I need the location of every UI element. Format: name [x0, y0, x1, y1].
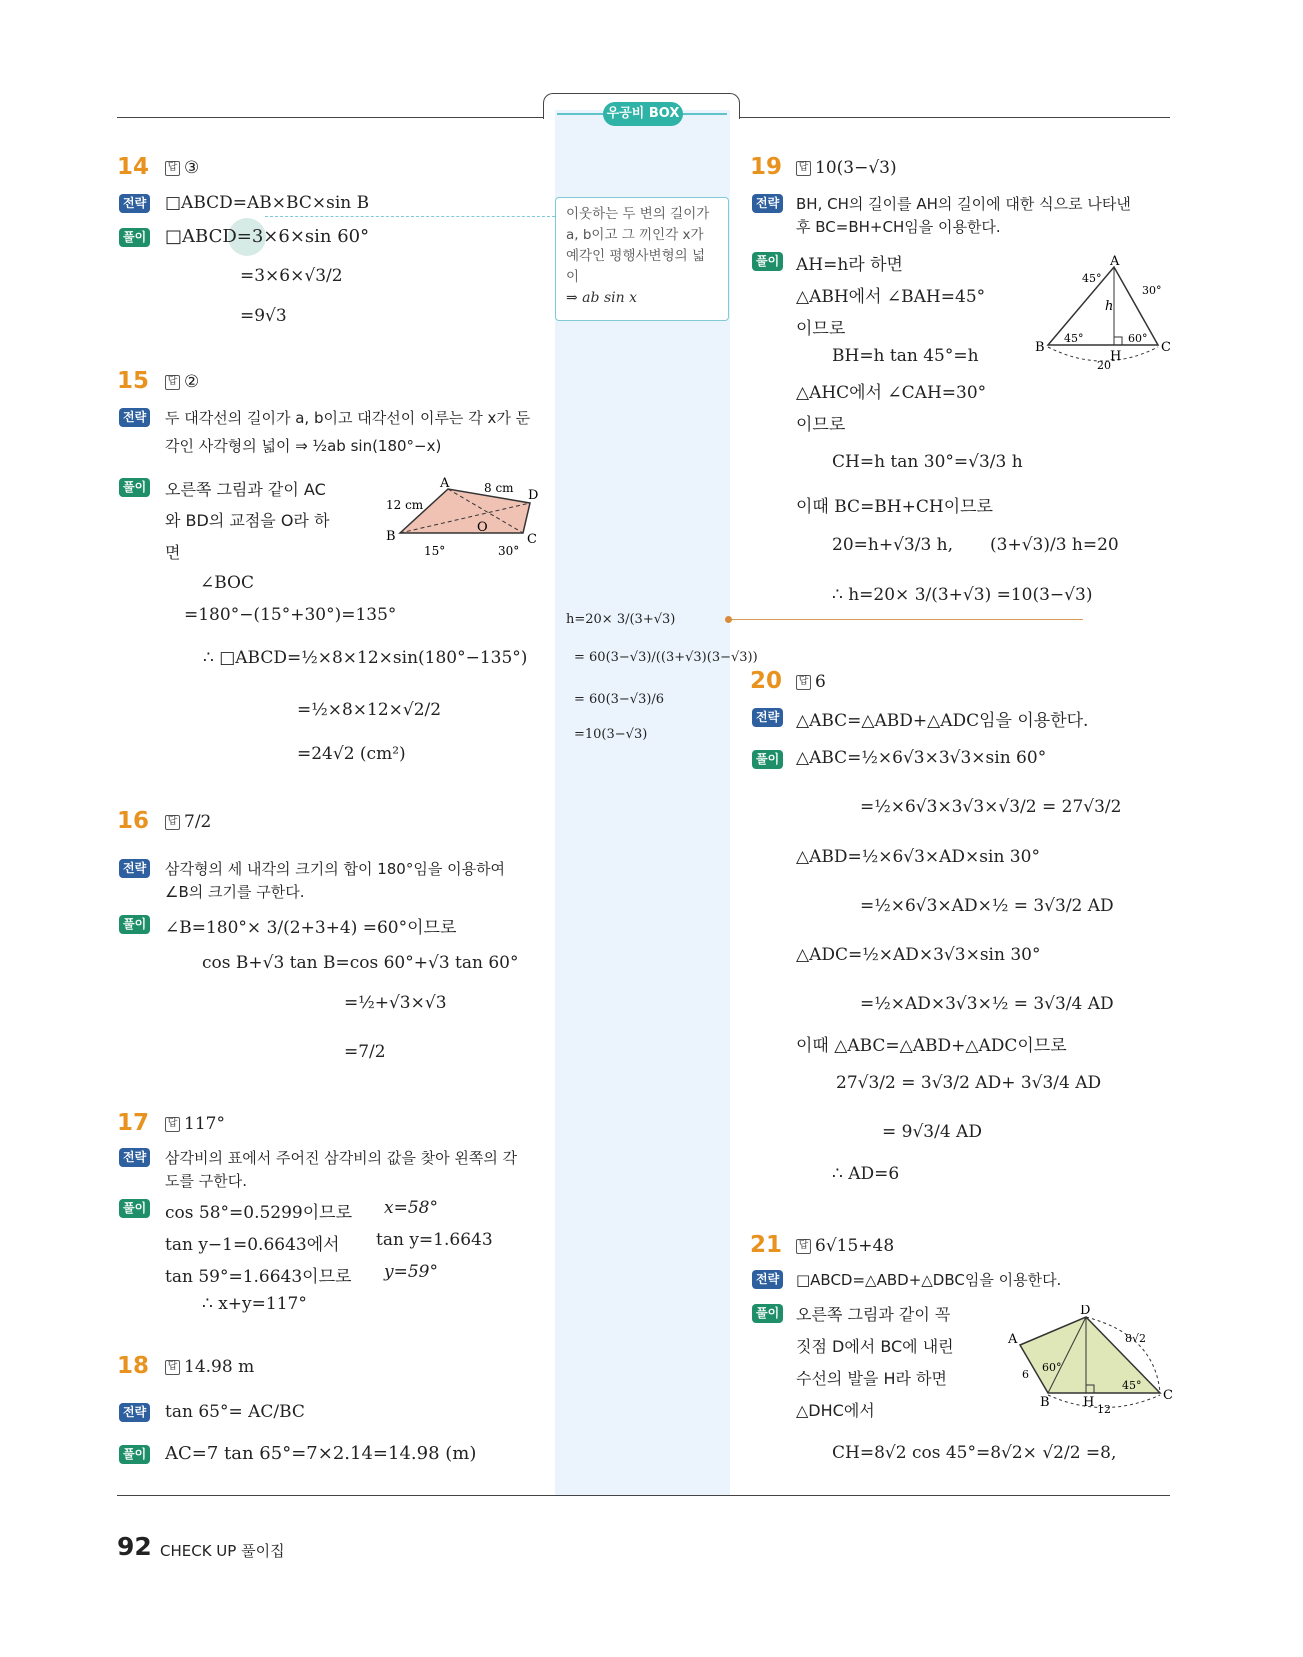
angle-45-b: 45° — [1064, 332, 1084, 345]
problem-17-row-1a: cos 58°=0.5299이므로 — [165, 1203, 353, 1223]
problem-15-step-5: =180°−(15°+30°)=135° — [184, 605, 397, 625]
answer-value: ③ — [184, 158, 200, 178]
footer-title: CHECK UP 풀이집 — [160, 1542, 285, 1560]
problem-19-step-5: △AHC에서 ∠CAH=30° — [796, 383, 987, 403]
label-15deg: 15° — [424, 544, 446, 558]
label-d: D — [1080, 1305, 1091, 1318]
problem-14-step-1: □ABCD=3×6×sin 60° — [165, 226, 370, 247]
problem-21-sol-3: 수선의 발을 H라 하면 — [796, 1369, 947, 1388]
problem-16-number: 16 — [117, 808, 150, 834]
answer-value: 117° — [184, 1114, 225, 1134]
problem-19-figure — [1030, 255, 1175, 370]
angle-45-top: 45° — [1082, 272, 1102, 285]
label-d: D — [528, 488, 539, 503]
strategy-tag: 전략 — [119, 194, 150, 213]
problem-16-answer — [165, 812, 211, 832]
solution-tag: 풀이 — [752, 252, 783, 271]
side-calc-3: = 60(3−√3)/6 — [574, 692, 665, 707]
strategy-tag: 전략 — [119, 859, 150, 878]
answer-icon: 답 — [165, 375, 180, 390]
connector-dash-14 — [265, 216, 555, 217]
solution-tag: 풀이 — [119, 915, 150, 934]
problem-15-step-6: ∴ □ABCD=½×8×12×sin(180°−135°) — [203, 648, 528, 668]
solution-tag: 풀이 — [119, 228, 150, 247]
box-title-badge: 우공비 BOX — [603, 102, 683, 126]
answer-icon: 답 — [796, 675, 811, 690]
answer-icon: 답 — [165, 1117, 180, 1132]
answer-value: 6√15+48 — [815, 1236, 895, 1256]
problem-21-sol-4: △DHC에서 — [796, 1401, 875, 1420]
top-rule-right — [740, 117, 1170, 118]
label-c: C — [1161, 340, 1171, 355]
problem-15-figure — [380, 475, 545, 560]
label-a: A — [1110, 255, 1120, 269]
problem-19-step-4: BH=h tan 45°=h — [832, 346, 979, 366]
problem-20-step-6: =½×AD×3√3×½ = 3√3/4 AD — [860, 994, 1114, 1014]
label-b: B — [386, 529, 396, 544]
side-note-box — [555, 197, 729, 321]
strategy-tag: 전략 — [752, 708, 783, 727]
angle-60-c: 60° — [1128, 332, 1148, 345]
angle-30-top: 30° — [1142, 284, 1162, 297]
connector-19-dot — [725, 616, 732, 623]
problem-16-step-2: cos B+√3 tan B=cos 60°+√3 tan 60° — [202, 953, 519, 973]
side-calc-1: h=20× 3/(3+√3) — [566, 612, 676, 627]
angle-45: 45° — [1122, 1379, 1142, 1392]
problem-18-strategy: tan 65°= AC/BC — [165, 1402, 305, 1422]
solution-tag: 풀이 — [119, 1445, 150, 1464]
problem-17-row-1b: x=58° — [384, 1198, 438, 1218]
label-c: C — [527, 532, 537, 547]
answer-icon: 답 — [165, 1360, 180, 1375]
problem-17-row-2b: tan y=1.6643 — [376, 1230, 493, 1250]
label-b: B — [1035, 340, 1045, 355]
label-8cm: 8 cm — [484, 481, 514, 495]
side-calc-2: = 60(3−√3)/((3+√3)(3−√3)) — [574, 650, 758, 665]
problem-16-step-1: ∠B=180°× 3/(2+3+4) =60°이므로 — [165, 918, 457, 938]
label-c: C — [1163, 1388, 1173, 1403]
problem-14-number: 14 — [117, 154, 150, 180]
side-note-line: 이웃하는 두 변의 길이가 — [566, 206, 710, 222]
problem-19-number: 19 — [750, 154, 783, 180]
problem-15-sol-3: 면 — [165, 543, 181, 562]
problem-17-number: 17 — [117, 1110, 150, 1136]
problem-20-step-9: = 9√3/4 AD — [882, 1122, 982, 1142]
solution-tag: 풀이 — [752, 750, 783, 769]
answer-value: 14.98 m — [184, 1357, 255, 1377]
problem-19-strategy-1: BH, CH의 길이를 AH의 길이에 대한 식으로 나타낸 — [796, 195, 1131, 213]
problem-19-step-10: (3+√3)/3 h=20 — [990, 535, 1119, 555]
problem-15-strategy-1: 두 대각선의 길이가 a, b이고 대각선이 이루는 각 x가 둔 — [165, 409, 531, 427]
side-calc-4: =10(3−√3) — [574, 727, 648, 742]
problem-17-row-3a: tan 59°=1.6643이므로 — [165, 1267, 352, 1287]
problem-15-answer — [165, 372, 199, 392]
problem-20-answer — [796, 672, 826, 692]
problem-19-step-7: CH=h tan 30°=√3/3 h — [832, 452, 1023, 472]
label-height: h — [1105, 299, 1114, 314]
side-note-line: 예각인 평행사변형의 넓 — [566, 248, 705, 264]
problem-15-strategy-2: 각인 사각형의 넓이 ⇒ ½ab sin(180°−x) — [165, 437, 442, 455]
strategy-tag: 전략 — [752, 194, 783, 213]
problem-16-step-3: =½+√3×√3 — [344, 993, 447, 1013]
page-number: 92 — [117, 1532, 152, 1561]
label-b: B — [1040, 1395, 1050, 1410]
top-rule-left — [117, 117, 543, 118]
problem-17-row-3b: y=59° — [384, 1262, 438, 1282]
problem-20-step-5: △ADC=½×AD×3√3×sin 30° — [796, 945, 1041, 965]
label-len-8r2: 8√2 — [1125, 1332, 1147, 1345]
solution-tag: 풀이 — [119, 478, 150, 497]
problem-19-step-2: △ABH에서 ∠BAH=45° — [796, 287, 986, 307]
answer-icon: 답 — [165, 161, 180, 176]
bottom-rule — [117, 1495, 1170, 1496]
problem-19-strategy-2: 후 BC=BH+CH임을 이용한다. — [796, 218, 1001, 236]
label-h: H — [1083, 1395, 1095, 1410]
label-len-6: 6 — [1022, 1368, 1029, 1381]
problem-17-row-4: ∴ x+y=117° — [202, 1294, 307, 1314]
problem-15-number: 15 — [117, 368, 150, 394]
strategy-tag: 전략 — [752, 1270, 783, 1289]
label-base-12: 12 — [1097, 1403, 1111, 1415]
problem-19-step-11: ∴ h=20× 3/(3+√3) =10(3−√3) — [832, 585, 1093, 605]
problem-18-number: 18 — [117, 1353, 150, 1379]
problem-15-step-7: =½×8×12×√2/2 — [297, 700, 442, 720]
problem-15-sol-2: 와 BD의 교점을 O라 하 — [165, 511, 330, 530]
problem-18-answer — [165, 1357, 254, 1377]
right-angle-mark — [1114, 337, 1122, 345]
solution-tag: 풀이 — [119, 1199, 150, 1218]
problem-16-strategy-1: 삼각형의 세 내각의 크기의 합이 180°임을 이용하여 — [165, 860, 506, 878]
problem-21-figure — [1000, 1305, 1175, 1415]
angle-60: 60° — [1042, 1361, 1062, 1374]
problem-21-step-5: CH=8√2 cos 45°=8√2× √2/2 =8, — [832, 1443, 1117, 1463]
problem-14-answer — [165, 158, 199, 178]
problem-17-strategy-2: 도를 구한다. — [165, 1172, 247, 1190]
problem-20-step-4: =½×6√3×AD×½ = 3√3/2 AD — [860, 896, 1114, 916]
problem-21-sol-2: 짓점 D에서 BC에 내린 — [796, 1337, 954, 1356]
answer-icon: 답 — [165, 815, 180, 830]
problem-20-step-1: △ABC=½×6√3×3√3×sin 60° — [796, 748, 1047, 768]
label-a: A — [440, 476, 450, 491]
problem-19-step-8: 이때 BC=BH+CH이므로 — [796, 497, 993, 517]
problem-16-strategy-2: ∠B의 크기를 구한다. — [165, 883, 305, 901]
problem-17-row-2a: tan y−1=0.6643에서 — [165, 1235, 340, 1255]
strategy-tag: 전략 — [119, 408, 150, 427]
problem-17-strategy-1: 삼각비의 표에서 주어진 삼각비의 값을 찾아 왼쪽의 각 — [165, 1149, 518, 1167]
solution-tag: 풀이 — [752, 1304, 783, 1323]
answer-value: ② — [184, 372, 200, 392]
label-12cm: 12 cm — [386, 498, 424, 512]
problem-20-step-2: =½×6√3×3√3×√3/2 = 27√3/2 — [860, 797, 1122, 817]
answer-value: 10(3−√3) — [815, 158, 897, 178]
problem-17-answer — [165, 1114, 225, 1134]
strategy-tag: 전략 — [119, 1148, 150, 1167]
label-base-20: 20 — [1097, 359, 1111, 370]
label-o: O — [477, 520, 488, 535]
problem-19-answer — [796, 158, 897, 178]
problem-20-step-7: 이때 △ABC=△ABD+△ADC이므로 — [796, 1036, 1067, 1056]
problem-21-answer — [796, 1236, 894, 1256]
answer-icon: 답 — [796, 1239, 811, 1254]
answer-value: 7/2 — [184, 812, 212, 832]
problem-19-step-1: AH=h라 하면 — [796, 255, 903, 275]
problem-18-step-1: AC=7 tan 65°=7×2.14=14.98 (m) — [165, 1443, 477, 1464]
connector-19 — [728, 619, 1083, 620]
problem-19-step-3: 이므로 — [796, 319, 846, 339]
label-h: H — [1110, 349, 1122, 364]
problem-14-step-2: =3×6×√3/2 — [240, 266, 343, 286]
problem-14-step-3: =9√3 — [240, 306, 287, 326]
problem-21-sol-1: 오른쪽 그림과 같이 꼭 — [796, 1305, 951, 1324]
side-note-summary: ⇒ ab sin x — [566, 290, 637, 306]
problem-16-step-4: =7/2 — [344, 1042, 386, 1062]
problem-21-strategy: □ABCD=△ABD+△DBC임을 이용한다. — [796, 1271, 1062, 1289]
problem-14-strategy: □ABCD=AB×BC×sin B — [165, 193, 370, 213]
strategy-tag: 전략 — [119, 1403, 150, 1422]
problem-15-sol-1: 오른쪽 그림과 같이 AC — [165, 480, 326, 499]
problem-20-step-8: 27√3/2 = 3√3/2 AD+ 3√3/4 AD — [836, 1073, 1102, 1093]
problem-19-step-9: 20=h+√3/3 h, — [832, 535, 954, 555]
answer-value: 6 — [815, 672, 826, 692]
side-note-line: a, b이고 그 끼인각 x가 — [566, 227, 704, 243]
problem-19-step-6: 이므로 — [796, 415, 846, 435]
problem-20-step-3: △ABD=½×6√3×AD×sin 30° — [796, 847, 1040, 867]
label-30deg: 30° — [498, 544, 520, 558]
problem-20-number: 20 — [750, 668, 783, 694]
problem-21-number: 21 — [750, 1232, 783, 1258]
problem-15-step-4: ∠BOC — [200, 573, 254, 593]
problem-20-strategy: △ABC=△ABD+△ADC임을 이용한다. — [796, 711, 1089, 731]
problem-20-step-10: ∴ AD=6 — [832, 1164, 900, 1184]
problem-15-step-8: =24√2 (cm²) — [297, 744, 406, 764]
label-a: A — [1008, 1332, 1018, 1347]
side-note-line: 이 — [566, 269, 580, 285]
answer-icon: 답 — [796, 161, 811, 176]
